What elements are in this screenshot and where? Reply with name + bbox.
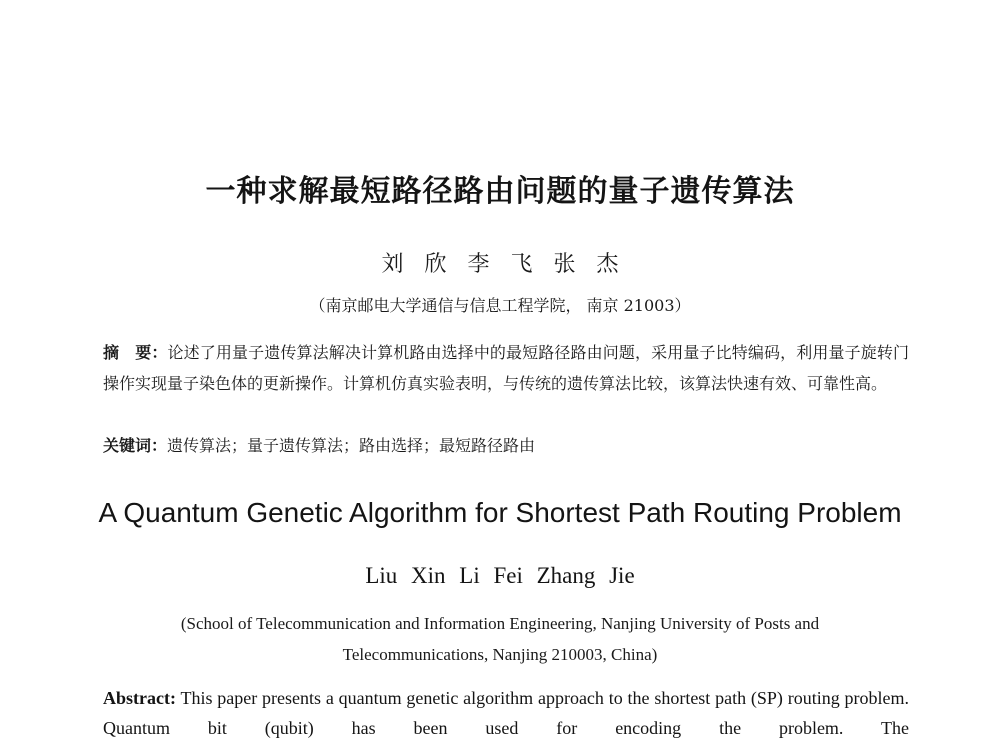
- english-authors: Liu Xin Li Fei Zhang Jie: [365, 563, 635, 588]
- chinese-keywords-text: 遗传算法；量子遗传算法；路由选择；最短路径路由: [167, 436, 536, 455]
- chinese-keywords: [103, 430, 909, 461]
- chinese-authors: 刘 欣 李 飞 张 杰: [381, 252, 619, 277]
- chinese-title: 一种求解最短路径路由问题的量子遗传算法: [205, 174, 795, 209]
- chinese-affiliation: （南京邮电大学通信与信息工程学院， 南京 21003）: [309, 296, 691, 315]
- chinese-abstract-text: 论述了用量子遗传算法解决计算机路由选择中的最短路径路由问题，采用量子比特编码，利用量子旋转门操作实现量子染色体的更新操作。计算机仿真实验表明，与传统的遗传算法比较，该算法快速有效、可靠性高。: [103, 343, 909, 393]
- english-abstract-text: This paper presents a quantum genetic algorithm approach to the shortest path (SP) routing problem. Quantum bit (qubit) has been used for encoding the problem. The: [103, 688, 909, 738]
- chinese-keywords-label: 关键词：: [103, 436, 168, 455]
- english-title: A Quantum Genetic Algorithm for Shortest Path Routing Problem: [98, 497, 902, 528]
- chinese-abstract: [103, 337, 909, 399]
- chinese-abstract-label: 摘 要：: [103, 343, 168, 362]
- english-affiliation: (School of Telecommunication and Information Engineering, Nanjing University of Posts and Telecommunications, Nanjing 210003, China): [180, 614, 820, 664]
- english-abstract: [103, 683, 909, 743]
- english-abstract-label: Abstract:: [103, 688, 176, 708]
